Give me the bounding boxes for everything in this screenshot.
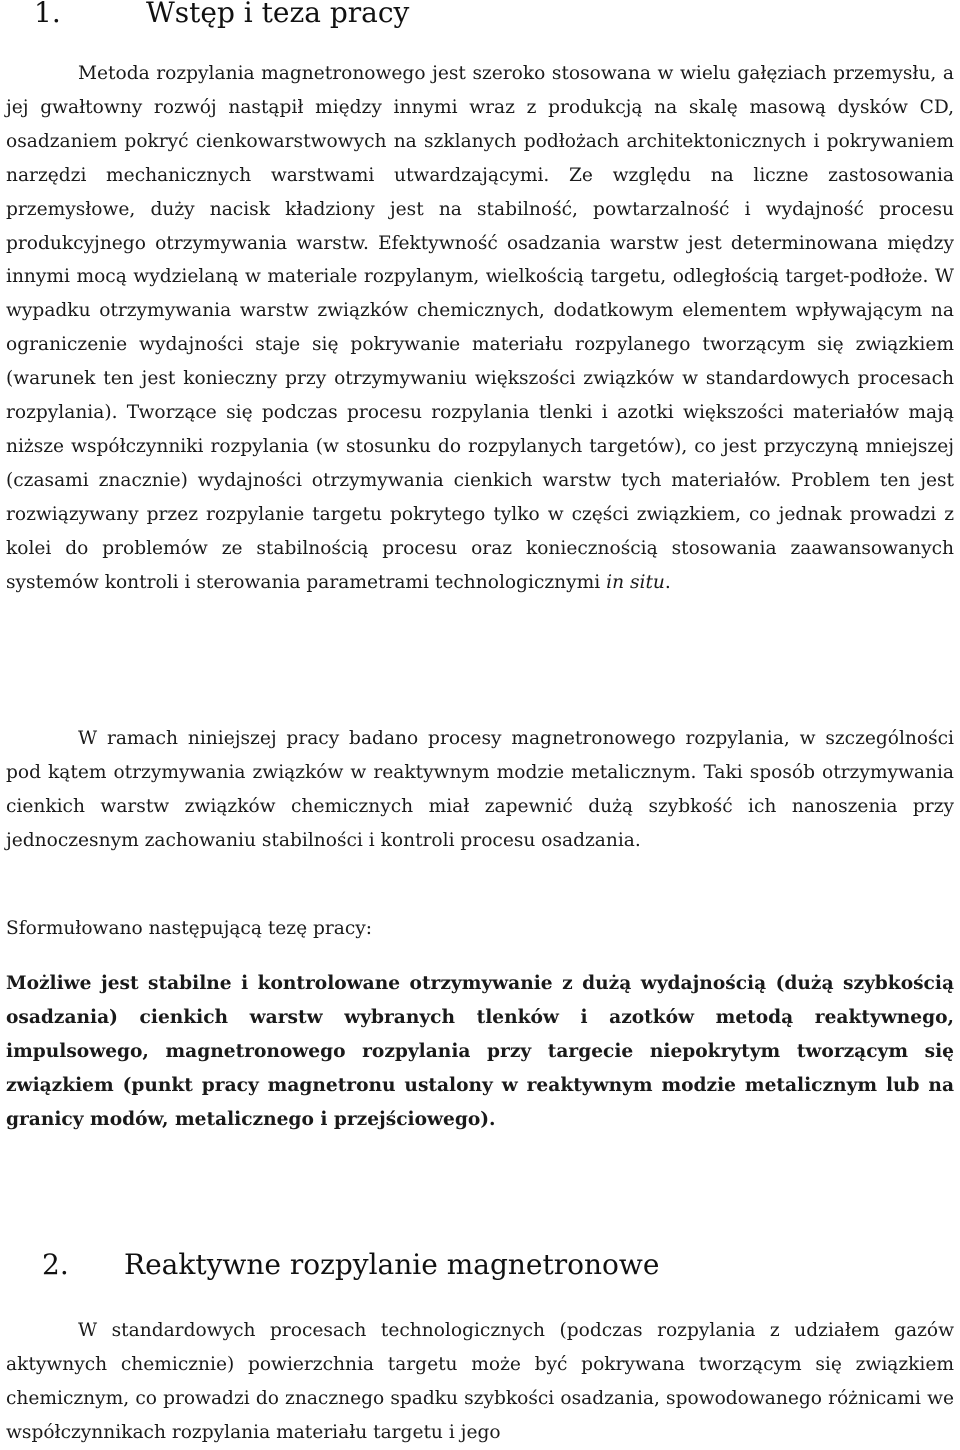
- thesis-intro: Sformułowano następującą tezę pracy:: [6, 918, 373, 939]
- section-2-number: 2.: [42, 1248, 69, 1281]
- intro-paragraph-end: .: [664, 571, 671, 593]
- intro-paragraph-text: Metoda rozpylania magnetronowego jest szeroko stosowana w wielu gałęziach przemysłu, a jej gwałtowny rozwój nastąpił między innymi wraz z produkcją na skalę masową dysków CD, osadzaniem pokryć cienkowarstwowych na szklanych podłożach architektonicznych i pokrywaniem narzędzi mechanicznych warstwami utwardzającymi. Ze względu na liczne zastosowania przemysłowe, duży nacisk kładziony jest na stabilność, powtarzalność i wydajność procesu produkcyjnego otrzymywania warstw. Efektywność osadzania warstw jest determinowana między innymi mocą wydzielaną w materiale rozpylanym, wielkością targetu, odległością target-podłoże. W wypadku otrzymywania warstw związków chemicznych, dodatkowym elementem wpływającym na ograniczenie wydajności staje się pokrywanie materiału rozpylanego tworzącym się związkiem (warunek ten jest konieczny przy otrzymywaniu większości związków w standardowych procesach rozpylania). Tworzące się podczas procesu rozpylania tlenki i azotki większości materiałów mają niższe współczynniki rozpylania (w stosunku do rozpylanych targetów), co jest przyczyną mniejszej (czasami znacznie) wydajności otrzymywania cienkich warstw tych materiałów. Problem ten jest rozwiązywany przez rozpylanie targetu pokrytego tylko w części związkiem, co jednak prowadzi z kolei do problemów ze stabilnością procesu oraz koniecznością stosowania zaawansowanych systemów kontroli i sterowania parametrami technologicznymi: [6, 63, 954, 593]
- section-2-paragraph: [6, 1314, 954, 1450]
- section-1-number: 1.: [34, 0, 61, 29]
- intro-paragraph: [6, 57, 954, 600]
- thesis-statement: Możliwe jest stabilne i kontrolowane otrzymywanie z dużą wydajnością (dużą szybkością osadzania) cienkich warstw wybranych tlenków i azotków metodą reaktywnego, impulsowego, magnetronowego rozpylania przy targecie niepokrytym tworzącym się związkiem (punkt pracy magnetronu ustalony w reaktywnym modzie metalicznym lub na granicy modów, metalicznego i przejściowego).: [6, 973, 954, 1130]
- in-situ-italic: in situ: [606, 571, 665, 593]
- section-2-paragraph-text: W standardowych procesach technologicznych (podczas rozpylania z udziałem gazów aktywnych chemicznie) powierzchnia targetu może być pokrywana tworzącym się związkiem chemicznym, co prowadzi do znacznego spadku szybkości osadzania, spowodowanego różnicami we współczynnikach rozpylania materiału targetu i jego: [6, 1320, 954, 1443]
- section-1-heading: [34, 0, 409, 29]
- section-2-title: Reaktywne rozpylanie magnetronowe: [124, 1248, 660, 1281]
- scope-paragraph-text: W ramach niniejszej pracy badano procesy magnetronowego rozpylania, w szczególności pod kątem otrzymywania związków w reaktywnym modzie metalicznym. Taki sposób otrzymywania cienkich warstw związków chemicznych miał zapewnić dużą szybkość ich nanoszenia przy jednoczesnym zachowaniu stabilności i kontroli procesu osadzania.: [6, 728, 954, 851]
- section-1-title: Wstęp i teza pracy: [146, 0, 410, 29]
- scope-paragraph: [6, 722, 954, 858]
- section-2-heading: [42, 1248, 659, 1281]
